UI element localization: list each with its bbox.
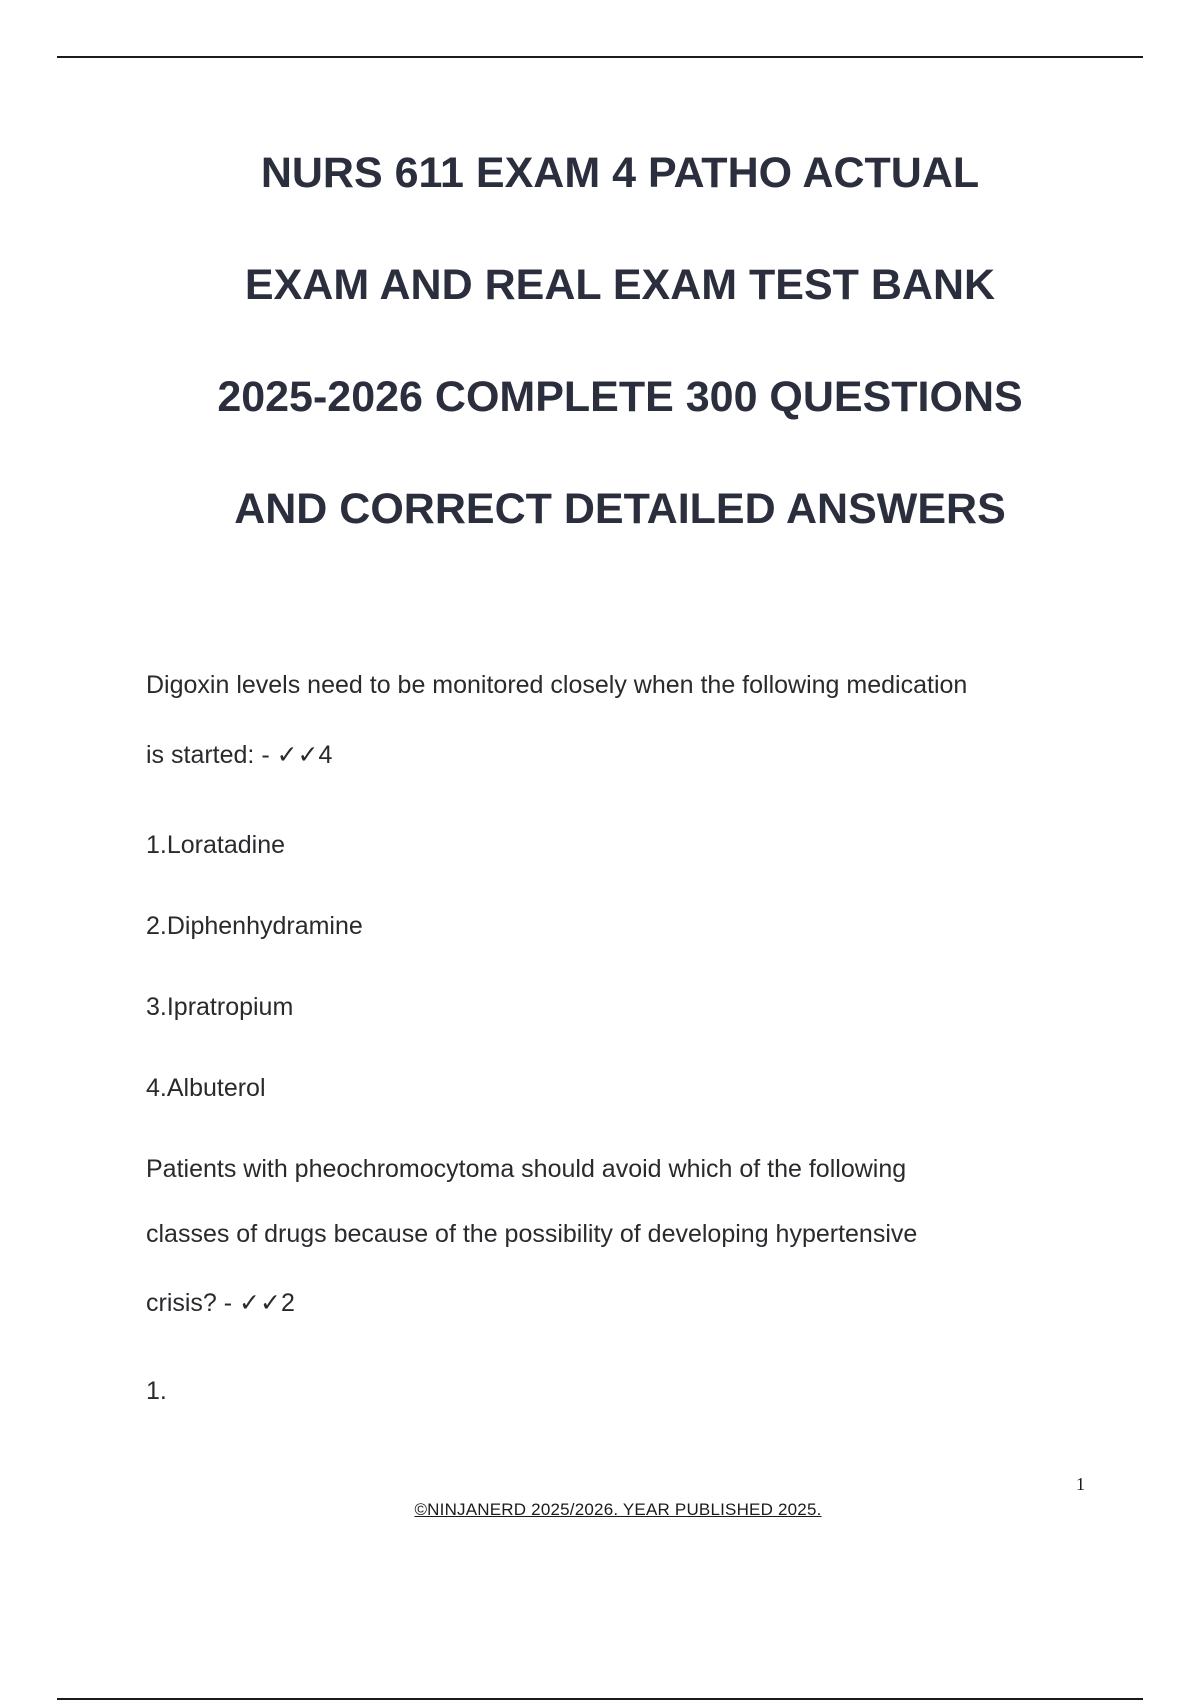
- title-line: AND CORRECT DETAILED ANSWERS: [234, 485, 1006, 533]
- document-title: [80, 130, 1160, 578]
- question-1-line: is started: - ✓✓4: [146, 741, 333, 769]
- copyright-footer: ©NINJANERD 2025/2026. YEAR PUBLISHED 2025.: [414, 1500, 822, 1519]
- question-2-line: crisis? - ✓✓2: [146, 1289, 295, 1317]
- question-2-text: [146, 1155, 1106, 1318]
- question-2-line: classes of drugs because of the possibility of developing hypertensive: [146, 1220, 918, 1248]
- header-rule: [57, 56, 1143, 58]
- question-2-line: Patients with pheochromocytoma should avoid which of the following: [146, 1155, 907, 1183]
- title-line: NURS 611 EXAM 4 PATHO ACTUAL: [260, 149, 980, 197]
- question-1-option: 1.Loratadine: [146, 831, 286, 859]
- title-line: 2025-2026 COMPLETE 300 QUESTIONS: [217, 373, 1023, 421]
- question-1-line: Digoxin levels need to be monitored closely when the following medication: [146, 671, 968, 699]
- title-line: EXAM AND REAL EXAM TEST BANK: [244, 261, 996, 309]
- question-1-option: 4.Albuterol: [146, 1074, 266, 1102]
- question-2-option: 1.: [146, 1377, 167, 1405]
- page-number: 1: [1076, 1474, 1085, 1494]
- question-1-option: 3.Ipratropium: [146, 993, 294, 1021]
- question-1-option: 2.Diphenhydramine: [146, 912, 363, 940]
- question-1-text: [146, 671, 1106, 770]
